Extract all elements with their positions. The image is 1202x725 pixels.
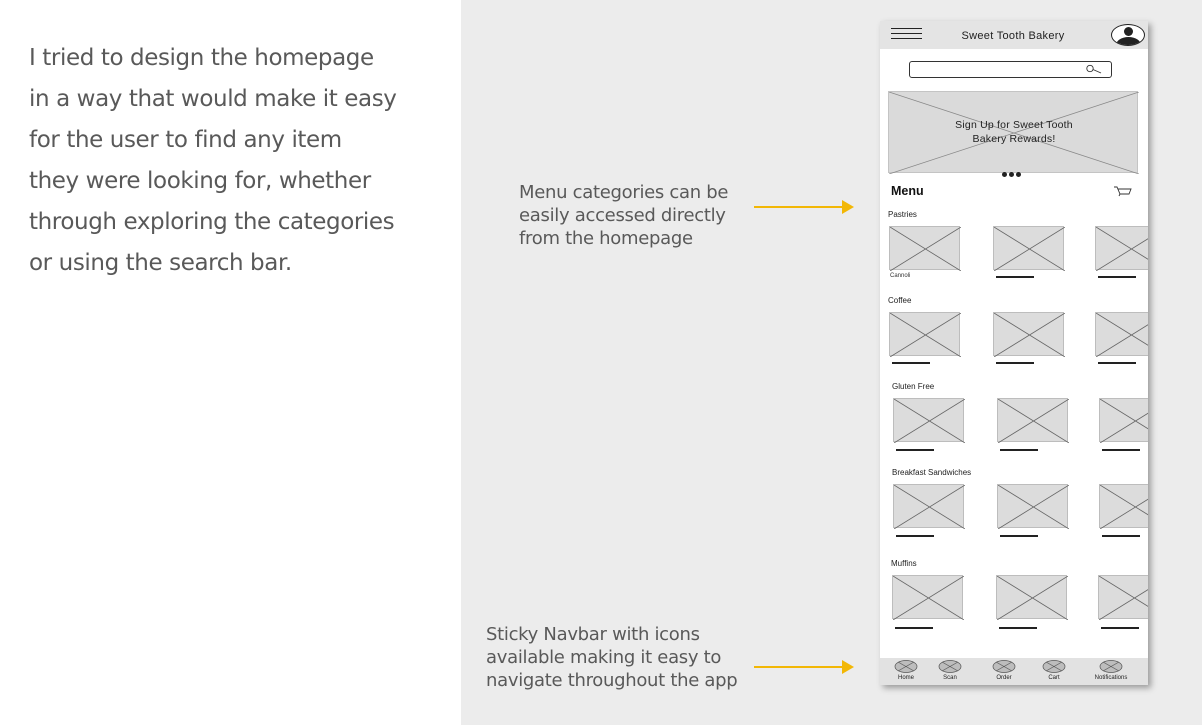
search-icon[interactable] [1085,64,1103,75]
banner-text-line: Bakery Rewards! [972,133,1056,145]
avatar-icon[interactable] [1111,24,1145,46]
banner-text [929,118,1099,146]
product-name-placeholder [996,362,1034,364]
annotation-line: available making it easy to [486,647,722,668]
scan-icon [938,660,962,673]
category-title[interactable]: Gluten Free [892,382,935,391]
nav-item-order[interactable] [979,660,1029,685]
product-image[interactable] [892,575,963,619]
annotation-line: Sticky Navbar with icons [486,624,700,645]
category-title[interactable]: Muffins [891,559,917,568]
product-image[interactable] [997,484,1068,528]
product-name-placeholder [999,627,1037,629]
annotation-line: from the homepage [519,228,693,249]
product-image[interactable] [1095,226,1148,270]
nav-item-home[interactable] [881,660,931,685]
banner-text-line: Sign Up for Sweet Tooth [955,119,1073,131]
cart-icon [1042,660,1066,673]
product-name-placeholder [1101,627,1139,629]
menu-annotation [519,181,728,250]
product-image[interactable] [889,226,960,270]
product-image[interactable] [1099,398,1148,442]
notifications-icon [1099,660,1123,673]
product-name-placeholder [1102,535,1140,537]
product-name-placeholder [1000,449,1038,451]
navbar-annotation [486,623,737,692]
product-image[interactable] [997,398,1068,442]
product-image[interactable] [1098,575,1148,619]
nav-label: Cart [1048,675,1060,681]
bottom-navbar [880,658,1148,685]
product-name-placeholder [896,535,934,537]
product-name-placeholder [1098,276,1136,278]
annotation-line: easily accessed directly [519,205,726,226]
product-image[interactable] [889,312,960,356]
nav-label: Home [897,675,914,681]
product-image[interactable] [996,575,1067,619]
category-title[interactable]: Breakfast Sandwiches [892,468,972,477]
intro-line: or using the search bar. [29,250,292,276]
product-image[interactable] [1099,484,1148,528]
menu-arrow-icon [754,206,852,208]
product-name-placeholder [892,362,930,364]
cart-icon[interactable] [1113,186,1133,197]
search-input[interactable] [909,61,1112,78]
product-name-placeholder [1098,362,1136,364]
product-name-placeholder [1000,535,1038,537]
nav-item-cart[interactable] [1029,660,1079,685]
product-image[interactable] [1095,312,1148,356]
product-image[interactable] [893,484,964,528]
home-icon [894,660,918,673]
hamburger-icon[interactable] [891,28,922,42]
menu-title: Menu [891,184,924,198]
nav-item-scan[interactable] [925,660,975,685]
category-title[interactable]: Coffee [888,296,912,305]
product-name-placeholder [895,627,933,629]
intro-text [29,38,449,284]
nav-item-notifications[interactable] [1086,660,1136,685]
product-image[interactable] [993,226,1064,270]
product-image[interactable] [993,312,1064,356]
product-name-placeholder [896,449,934,451]
intro-line: I tried to design the homepage [29,45,374,71]
app-title: Sweet Tooth Bakery [961,30,1065,42]
order-icon [992,660,1016,673]
product-name: Cannoli [890,273,911,279]
carousel-dots[interactable] [1002,164,1023,182]
product-name-placeholder [1102,449,1140,451]
nav-label: Notifications [1094,675,1128,681]
intro-line: through exploring the categories [29,209,395,235]
nav-label: Scan [943,675,957,681]
product-name-placeholder [996,276,1034,278]
nav-label: Order [996,675,1012,681]
category-title[interactable]: Pastries [888,210,917,219]
rewards-banner[interactable] [888,91,1138,173]
phone-wireframe [880,21,1148,685]
app-header [880,21,1148,49]
intro-line: they were looking for, whether [29,168,371,194]
annotation-line: navigate throughout the app [486,670,738,691]
intro-line: in a way that would make it easy [29,86,397,112]
description-panel [0,0,461,725]
navbar-arrow-icon [754,666,852,668]
intro-line: for the user to find any item [29,127,342,153]
product-image[interactable] [893,398,964,442]
annotation-line: Menu categories can be [519,182,729,203]
